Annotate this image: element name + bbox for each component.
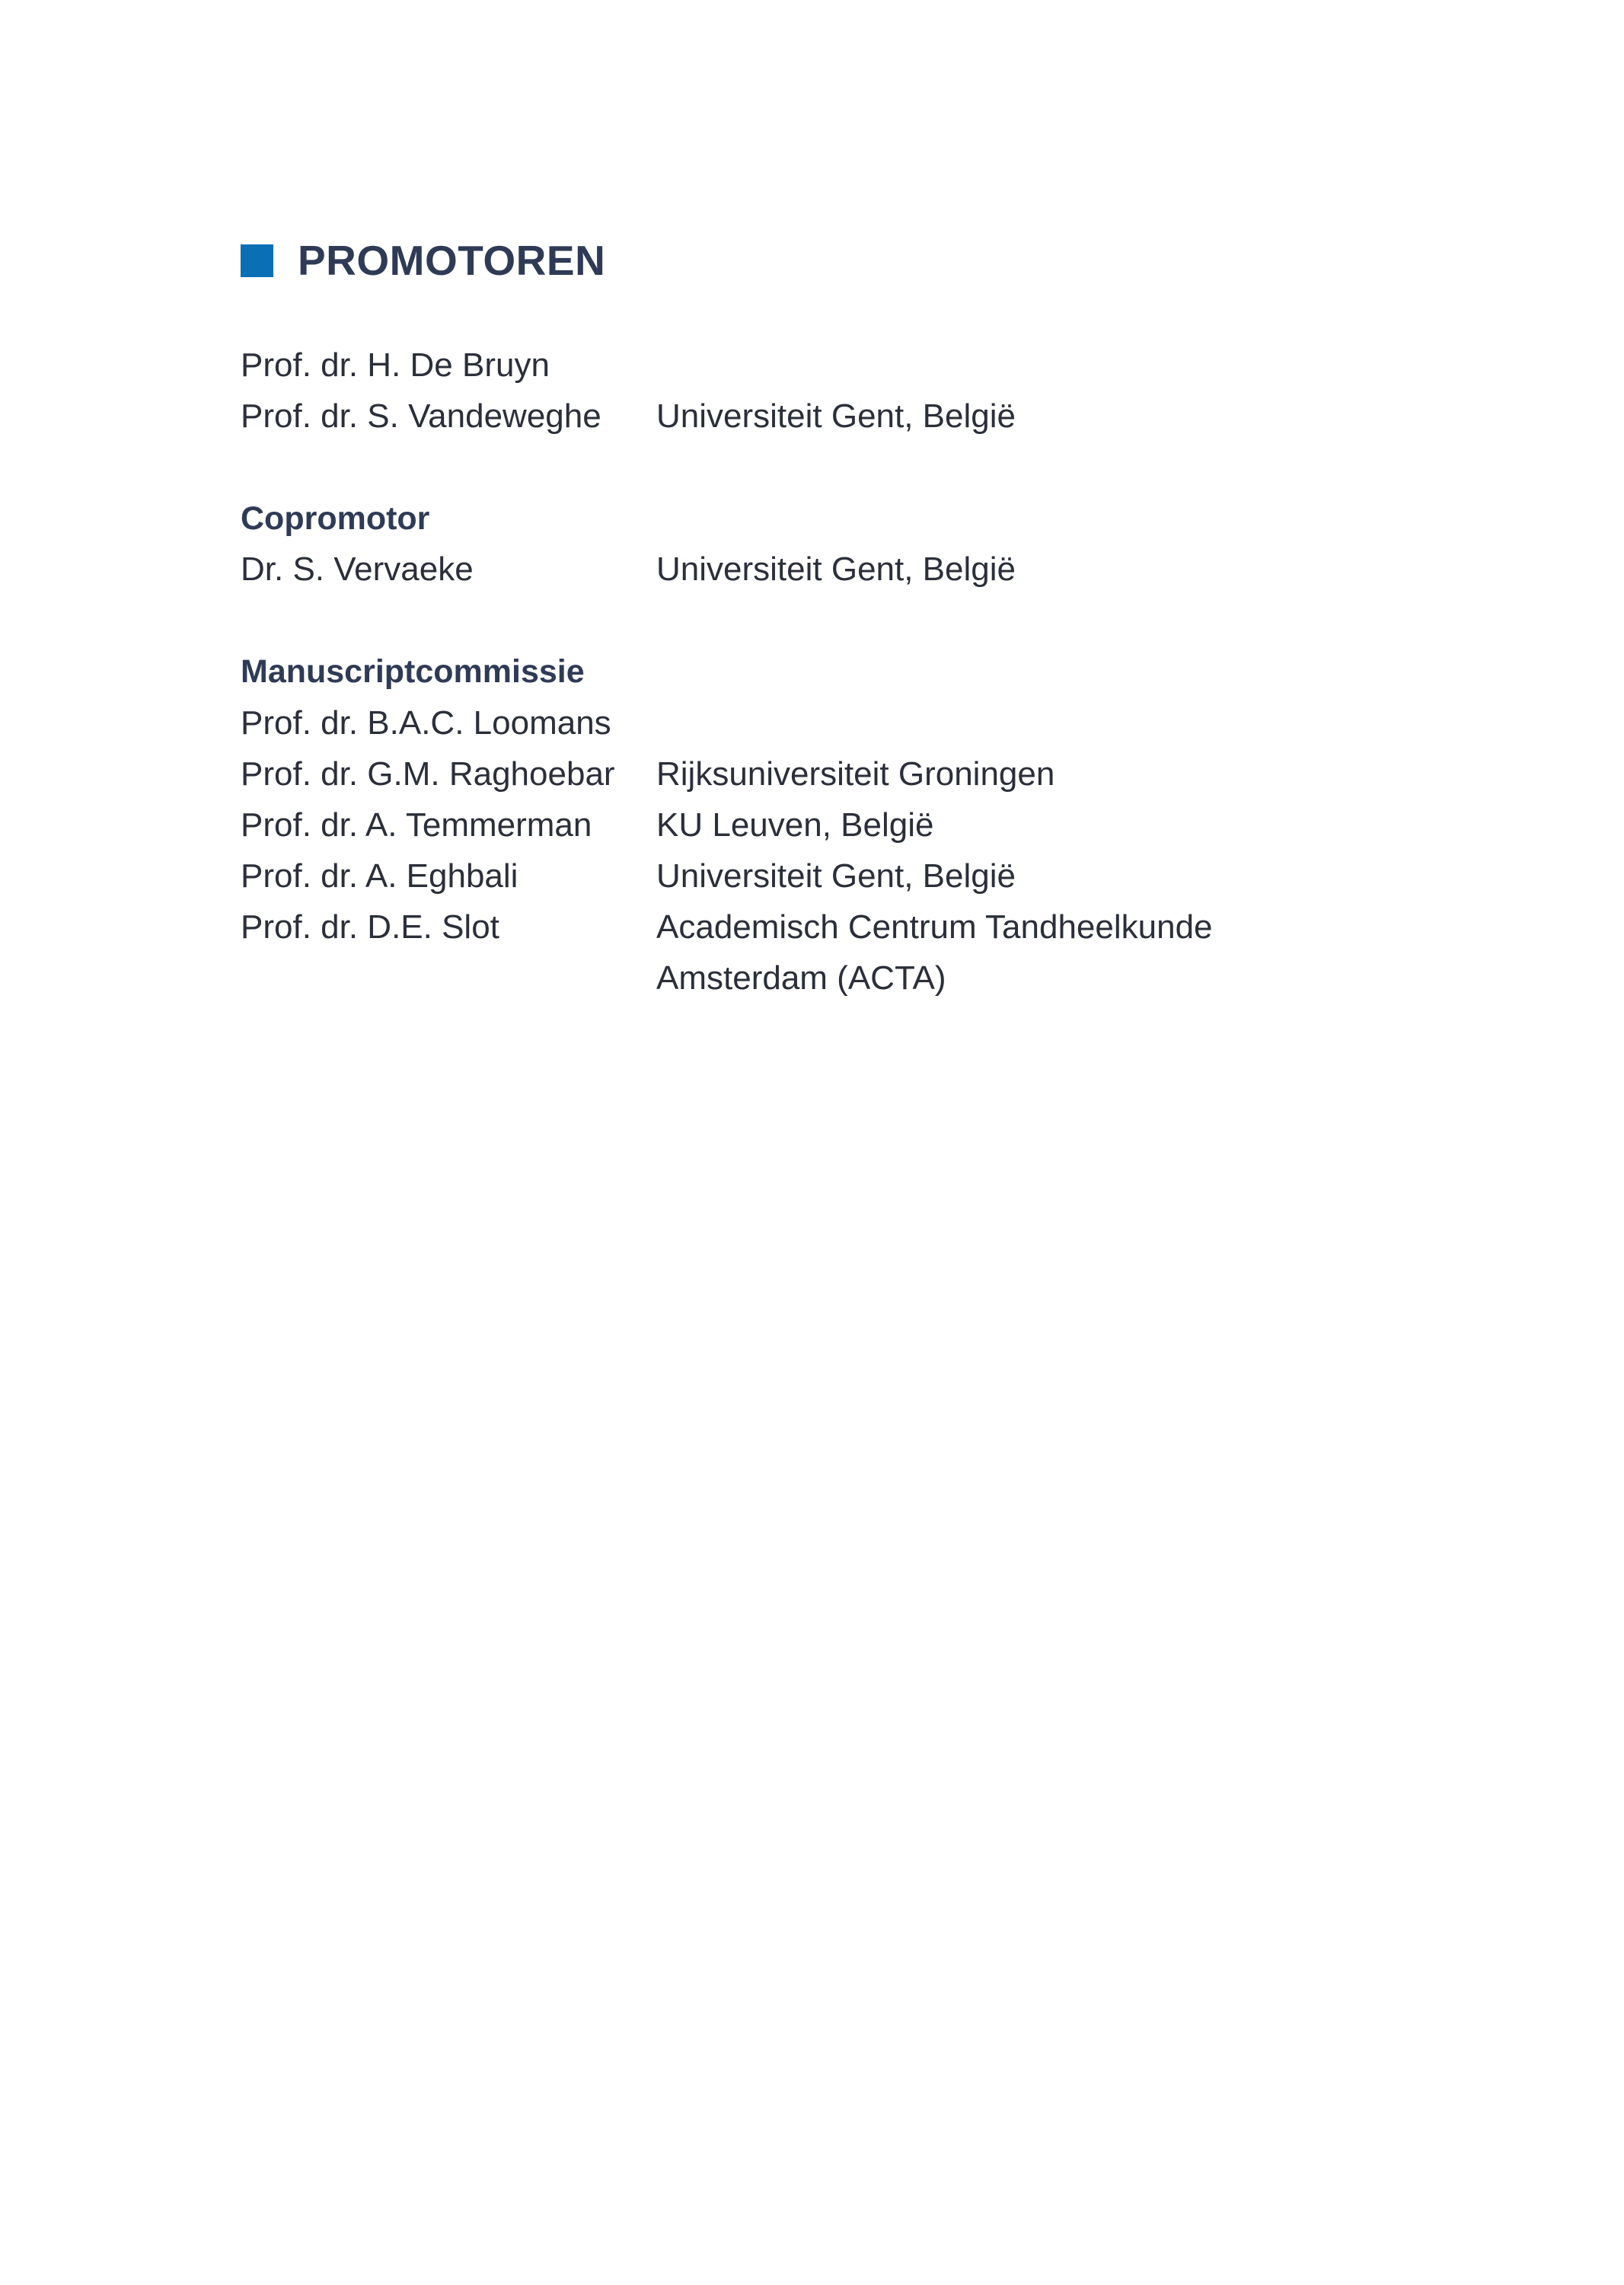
section-heading [241, 234, 605, 287]
promotor-name: Prof. dr. S. Vandeweghe [241, 397, 601, 435]
promotor-institution: Universiteit Gent, België [656, 397, 1016, 435]
commissie-member-institution: KU Leuven, België [656, 806, 934, 844]
commissie-member-name: Prof. dr. A. Eghbali [241, 857, 518, 895]
commissie-member-name: Prof. dr. B.A.C. Loomans [241, 704, 611, 742]
commissie-member-institution: Rijksuniversiteit Groningen [656, 755, 1055, 793]
promotor-name: Prof. dr. H. De Bruyn [241, 346, 550, 384]
commissie-member-institution: Universiteit Gent, België [656, 857, 1016, 895]
manuscriptcommissie-heading: Manuscriptcommissie [241, 653, 585, 690]
commissie-member-institution-continued: Amsterdam (ACTA) [656, 959, 946, 997]
copromotor-institution: Universiteit Gent, België [656, 551, 1016, 588]
square-bullet-icon [241, 244, 273, 277]
copromotor-heading: Copromotor [241, 500, 430, 537]
commissie-member-name: Prof. dr. D.E. Slot [241, 908, 499, 946]
commissie-member-institution: Academisch Centrum Tandheelkunde [656, 908, 1213, 946]
section-title: PROMOTOREN [298, 237, 606, 284]
copromotor-name: Dr. S. Vervaeke [241, 551, 474, 588]
commissie-member-name: Prof. dr. A. Temmerman [241, 806, 592, 844]
commissie-member-name: Prof. dr. G.M. Raghoebar [241, 755, 615, 793]
